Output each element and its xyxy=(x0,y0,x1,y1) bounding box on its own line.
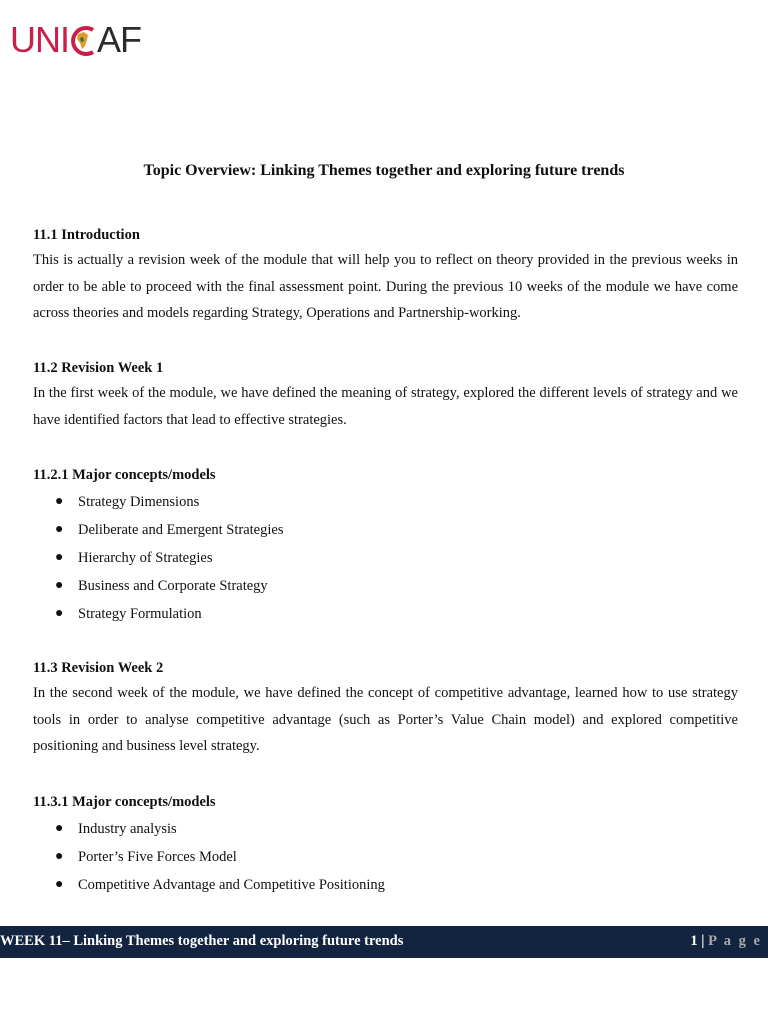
bullet-icon: ● xyxy=(55,522,64,537)
logo-africa-c-icon xyxy=(69,22,97,58)
list-item: ● Strategy Dimensions xyxy=(33,488,738,516)
list-item: ● Deliberate and Emergent Strategies xyxy=(33,516,738,544)
section-heading: 11.3.1 Major concepts/models xyxy=(33,794,216,810)
bullet-icon: ● xyxy=(55,550,64,565)
page-number: 1 xyxy=(690,933,698,949)
section-heading: 11.1 Introduction xyxy=(33,227,140,243)
unicaf-logo xyxy=(10,19,142,60)
section-body: In the second week of the module, we have defined the concept of competitive advantage, learned how to use strategy tools in order to analyse competitive advantage (such as Porter’s Value Chain model) and explored competitive positioning and business level strategy. xyxy=(33,685,738,755)
section-heading: 11.3 Revision Week 2 xyxy=(33,660,164,676)
section-body: This is actually a revision week of the module that will help you to reflect on theory provided in the previous weeks in order to be able to proceed with the final assessment point. During the previous 10 weeks of the module we have come across theories and models regarding Strategy, Operations and Partnership-working. xyxy=(33,252,738,322)
section-introduction xyxy=(33,225,738,327)
section-body: In the first week of the module, we have defined the meaning of strategy, explored the different levels of strategy and we have identified factors that lead to effective strategies. xyxy=(33,385,738,428)
list-item: ● Porter’s Five Forces Model xyxy=(33,843,738,871)
bullet-icon: ● xyxy=(55,578,64,593)
list-item: ● Industry analysis xyxy=(33,815,738,843)
list-item: ● Strategy Formulation xyxy=(33,600,738,628)
bullet-icon: ● xyxy=(55,877,64,892)
logo-text-caf: AF xyxy=(97,19,142,60)
list-item: ● Business and Corporate Strategy xyxy=(33,572,738,600)
footer-page-indicator xyxy=(690,933,762,950)
page-footer xyxy=(0,926,768,958)
concepts-list xyxy=(33,815,738,899)
section-heading: 11.2.1 Major concepts/models xyxy=(33,467,216,483)
bullet-icon: ● xyxy=(55,821,64,836)
section-major-concepts-week-1 xyxy=(33,465,738,628)
list-item: ● Competitive Advantage and Competitive Positioning xyxy=(33,871,738,899)
list-item: ● Hierarchy of Strategies xyxy=(33,544,738,572)
section-revision-week-2 xyxy=(33,658,738,760)
document-title: Topic Overview: Linking Themes together and exploring future trends xyxy=(143,162,625,179)
section-major-concepts-week-2 xyxy=(33,792,738,899)
logo-text-uni: UNI xyxy=(10,19,69,60)
section-revision-week-1 xyxy=(33,358,738,433)
footer-week-title: WEEK 11– Linking Themes together and exploring future trends xyxy=(0,933,404,949)
concepts-list xyxy=(33,488,738,628)
bullet-icon: ● xyxy=(55,494,64,509)
page-separator: | xyxy=(697,933,709,949)
bullet-icon: ● xyxy=(55,606,64,621)
page-label: P a g e xyxy=(708,933,762,949)
section-heading: 11.2 Revision Week 1 xyxy=(33,360,164,376)
bullet-icon: ● xyxy=(55,849,64,864)
